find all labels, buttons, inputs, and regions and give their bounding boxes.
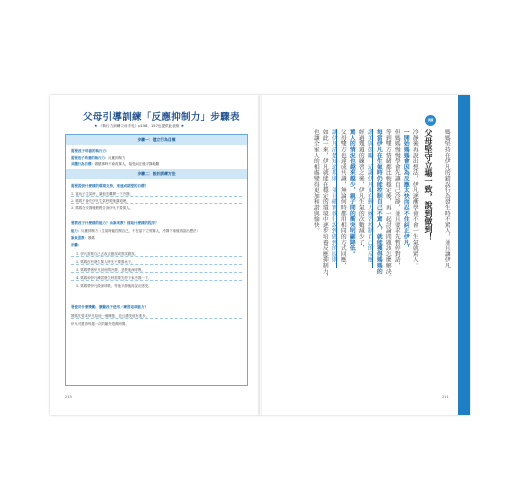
teacher-row — [71, 235, 95, 240]
body-column: 冷靜後再說出想法，伊凡逐漸學會不會一生氣就罵人。 — [411, 129, 418, 269]
steps-row — [71, 242, 81, 247]
step1-question: 需要孩子培養的執行力： — [71, 149, 110, 153]
step1-answer-value: 反應抑制力 — [108, 156, 126, 160]
handwritten-line: 1. 當孩子生氣時，讓他先離開一下冷靜。 — [71, 192, 133, 196]
right-page — [260, 95, 470, 415]
ability-label: 能力： — [71, 229, 82, 233]
handwritten-step: 4. 媽媽和伊凡練習發生時需要先停下來冷靜一下。 — [76, 276, 152, 280]
body-column: 也讓全家人的相處變得更加和諧與愉快。 — [312, 129, 319, 234]
step1-goal-label: 具體行為目標： — [71, 162, 95, 166]
handwritten-line: 3. 媽媽在安靜後輕輕告訴伊凡不要罵人。 — [71, 206, 133, 210]
body-column: 經過幾週的練習之後，伊凡生氣的次數減少了， — [357, 129, 364, 251]
divider — [71, 280, 242, 281]
divider — [71, 318, 242, 319]
subtitle-text: 《執行力訓練父母手札》p158、157也提供此表格 — [98, 124, 180, 128]
step1-goal-value: 做錯事時不會再罵人，接受糾正後平靜地聽 — [94, 162, 160, 166]
steps-label: 步驟： — [71, 243, 82, 247]
divider — [71, 256, 242, 257]
body-column: 一開始媽媽會因為反應太快而忍不住糾正伊凡， — [402, 129, 409, 251]
chapter-tab — [458, 95, 470, 415]
section-badge: 訓練 — [425, 115, 436, 126]
body-column: 但媽媽慢慢學會先讓自己冷靜，並且要求先暫停對話， — [393, 129, 400, 269]
body-column: 等到雙方情緒都比較穩定後，再一起討論問題該怎麼解決。 — [384, 129, 391, 280]
handwritten-step: 2. 媽媽沒有發生罵人時先不要罵孩子。 — [76, 260, 135, 264]
step2-header: 步驟二：設計訓練方法 — [66, 169, 247, 179]
step1-goal — [71, 161, 159, 166]
divider — [71, 272, 242, 273]
section-heading: 父母堅守立場一致，說到做到！ — [424, 129, 434, 241]
step2-question-3: 要使用什麼獎勵，激勵孩子使用／練習這項能力？ — [71, 305, 148, 309]
step1-answer-label: 需要孩子培養的執行力： — [71, 156, 109, 160]
body-column: 每當伊凡在生氣時仍能控制自己不罵人，就能獲得媽媽的 — [375, 129, 382, 274]
left-page — [50, 95, 260, 415]
step2-question-2: 要教孩子什麼樣的能力？由誰來教？採取什麼樣的程序？ — [71, 221, 159, 225]
ability-value: 反應抑制力（生氣時能控制自己，不在當下立刻罵人，冷靜下來後再說出想法） — [81, 229, 200, 233]
teacher-value: 媽媽 — [87, 236, 95, 240]
body-column: 罵人的情況也越來越少，親子間的衝突明顯降低。 — [348, 129, 355, 257]
step1-header: 步驟一：建立行為目標 — [66, 135, 247, 145]
ability-row — [71, 228, 200, 233]
handwritten-line: 媽媽先要求伊凡給他一個擁抱，並且讚美他有進步。 — [71, 314, 149, 318]
page-number: 213 — [65, 395, 72, 399]
star-icon: ★ — [94, 123, 98, 128]
divider — [71, 203, 242, 204]
page-title: 父母引導訓練「反應抑制力」步驟表 — [83, 112, 240, 123]
body-column: 父母雙方也達成共識，無論何時都用相同的方式回應， — [339, 129, 346, 269]
handwritten-step: 1. 伊凡需要自己去改正錯誤或嘗試錯誤。 — [76, 252, 138, 256]
divider — [71, 196, 242, 197]
handwritten-line: 2. 媽媽不會在伊凡生氣時跟他講道理。 — [71, 199, 130, 203]
steps-table — [65, 134, 248, 386]
handwritten-step: 3. 媽媽帶著伊凡到房間冷靜，並教他深呼吸。 — [76, 268, 145, 272]
step1-answer — [71, 155, 125, 160]
book-gutter — [258, 95, 262, 415]
body-column: 讚美與鼓勵，這讓伊凡更有動力練習控制自己的反應。 — [366, 129, 373, 269]
body-column: 媽媽堅持在伊凡的錯誤行為發生時不罵人，並且讓伊凡 — [443, 129, 450, 269]
page-number: 211 — [442, 395, 449, 399]
body-column: 讓伊凡清楚知道規則，並且確實執行說到做到的原則。 — [330, 129, 337, 269]
teacher-label: 誰負責教： — [71, 236, 88, 240]
book-spread — [50, 95, 470, 415]
star-icon: ★ — [180, 123, 185, 128]
page-subtitle — [94, 123, 184, 129]
divider — [71, 264, 242, 265]
body-column: 如此一來，伊凡就能在穩定的環境中逐步培養反應抑制力， — [321, 129, 328, 280]
step2-question-1: 需要提供什麼樣的環境支持，來達成期望的目標？ — [71, 184, 148, 188]
handwritten-step: 5. 媽媽帶伊凡做深呼吸，等他平靜後再說出感受。 — [76, 284, 152, 288]
handwritten-line: 伊凡可獲得每週一次的額外遊戲時間。 — [71, 322, 129, 326]
